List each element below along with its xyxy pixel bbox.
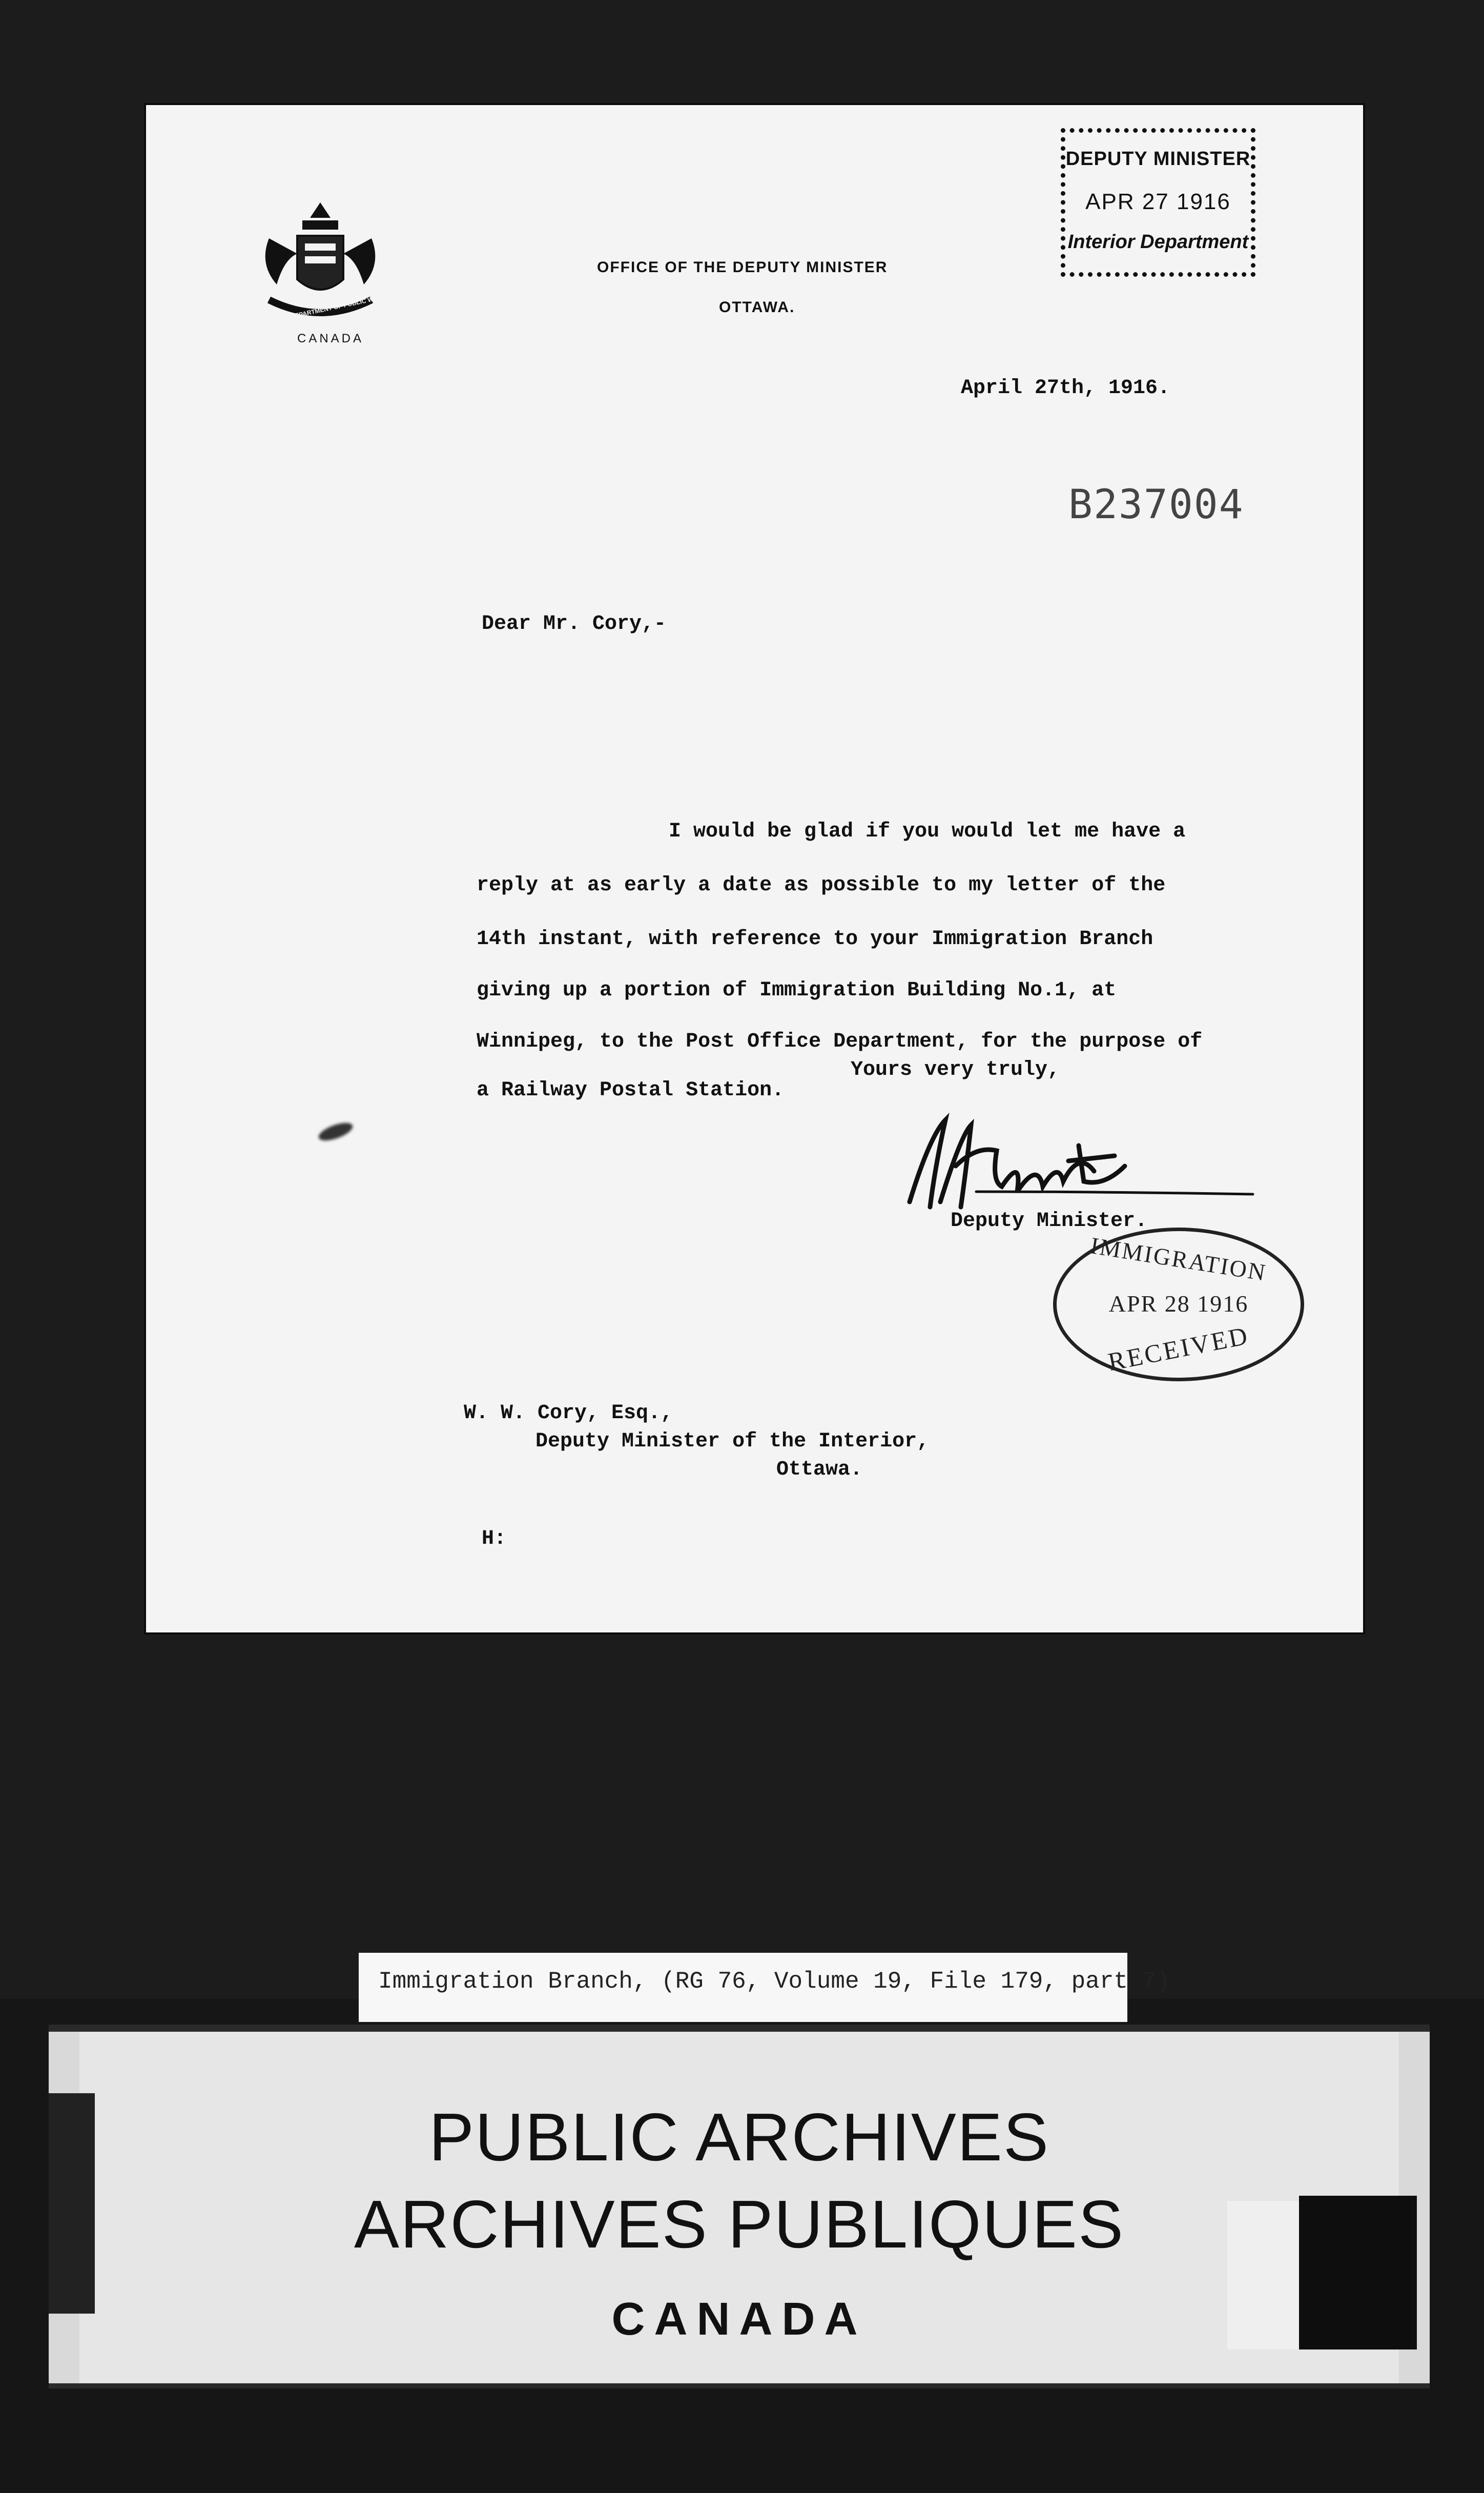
card-tab-light bbox=[1227, 2201, 1309, 2349]
typist-initials: H: bbox=[482, 1527, 507, 1550]
stamp-immigration-line1: IMMIGRATION bbox=[1088, 1232, 1269, 1286]
archives-title-english: PUBLIC ARCHIVES bbox=[428, 2099, 1050, 2175]
crest-text: DEPARTMENT OF PUBLIC WORKS bbox=[290, 292, 392, 320]
salutation: Dear Mr. Cory,- bbox=[482, 612, 667, 636]
card-tab-dark bbox=[1299, 2196, 1417, 2349]
body-line: I would be glad if you would let me have a bbox=[669, 820, 1186, 843]
coat-of-arms-crest bbox=[254, 197, 392, 351]
archival-reference-label: Immigration Branch, (RG 76, Volume 19, File 179, part 7) bbox=[359, 1953, 1127, 2022]
letter-sheet bbox=[146, 105, 1363, 1632]
body-line: 14th instant, with reference to your Immigration Branch bbox=[477, 928, 1153, 951]
letterhead-office: OFFICE OF THE DEPUTY MINISTER bbox=[597, 259, 888, 276]
addressee-title: Deputy Minister of the Interior, bbox=[535, 1430, 930, 1453]
stamp-immigration-date: APR 28 1916 bbox=[1108, 1291, 1249, 1317]
signer-title: Deputy Minister. bbox=[951, 1210, 1148, 1233]
file-number-stamp: B237004 bbox=[1068, 482, 1244, 528]
immigration-received-stamp bbox=[1053, 1228, 1304, 1381]
body-line: giving up a portion of Immigration Building No.1, at bbox=[477, 979, 1117, 1002]
body-line: Winnipeg, to the Post Office Department, for the purpose of bbox=[477, 1030, 1203, 1053]
ink-smudge bbox=[317, 1119, 355, 1144]
letterhead-city: OTTAWA. bbox=[719, 299, 795, 316]
stamp-deputy-date: APR 27 1916 bbox=[1085, 189, 1231, 214]
addressee-name: W. W. Cory, Esq., bbox=[464, 1402, 673, 1425]
stamp-deputy-line1: DEPUTY MINISTER bbox=[1065, 148, 1251, 170]
archives-title-french: ARCHIVES PUBLIQUES bbox=[354, 2187, 1125, 2262]
handwritten-signature bbox=[899, 1105, 1258, 1228]
stamp-immigration-line3: RECEIVED bbox=[1105, 1320, 1252, 1377]
closing: Yours very truly, bbox=[851, 1058, 1060, 1081]
crest-country: CANADA bbox=[297, 332, 364, 345]
deputy-minister-received-stamp bbox=[1061, 128, 1255, 277]
addressee-city: Ottawa. bbox=[776, 1458, 863, 1481]
body-line: reply at as early a date as possible to my letter of the bbox=[477, 874, 1166, 897]
public-archives-card bbox=[49, 2025, 1430, 2388]
letter-date: April 27th, 1916. bbox=[961, 377, 1170, 400]
body-line: a Railway Postal Station. bbox=[477, 1079, 785, 1102]
archives-country: CANADA bbox=[611, 2294, 867, 2345]
stamp-deputy-line3: Interior Department bbox=[1067, 231, 1249, 253]
